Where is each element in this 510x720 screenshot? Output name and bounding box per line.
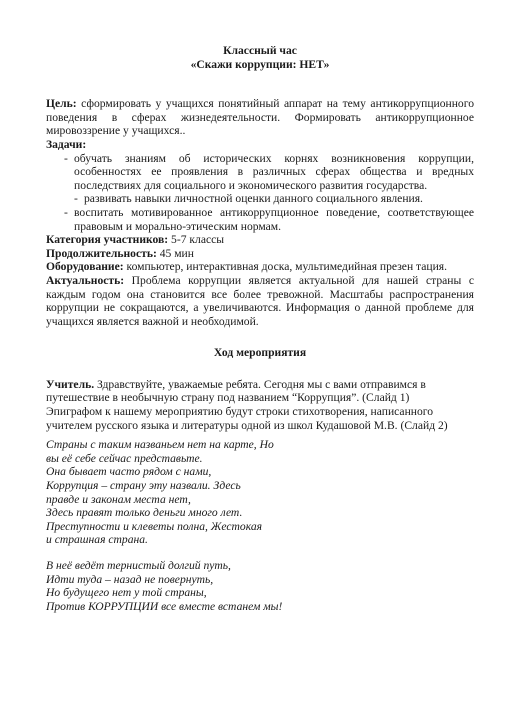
poem-line: Преступности и клеветы полна, Жестокая: [46, 519, 263, 533]
task-item: - обучать знаниям об исторических корнях возникновения коррупции, особенностях ее проявления в различных сферах общества и вредных последствиях для социального и экономического развития государства.: [64, 151, 474, 192]
poem: [46, 438, 474, 613]
poem-line: вы её себе сейчас представьте.: [46, 451, 203, 465]
section-title: Ход мероприятия: [213, 346, 307, 360]
poem-line: Идти туда – назад не повернуть,: [46, 572, 214, 586]
poem-line: и страшная страна.: [46, 533, 148, 547]
relevance-paragraph: Актуальность: Проблема коррупции является актуальной для нашей страны с каждым годом она становится все более тревожной. Масштабы распространения коррупции не сокращаются, а увеличиваются. Информация о данной проблеме для учащихся является важной и необходимой.: [46, 273, 474, 328]
participants-line: Категория участников: 5-7 классы: [46, 233, 225, 247]
goal-paragraph: [46, 97, 474, 138]
task-item: - развивать навыки личностной оценки данного социального явления.: [74, 192, 423, 206]
tasks-list: [46, 152, 474, 234]
poem-line: Здесь правят только деньги много лет.: [46, 506, 243, 520]
teacher-paragraph: Учитель. Здравствуйте, уважаемые ребята. Сегодня мы с вами отправимся в путешествие в необычную страну под названием “Коррупция”. (Слайд 1): [46, 377, 426, 405]
poem-line: Коррупция – страну эту назвали. Здесь: [46, 479, 241, 493]
epigraph-paragraph: Эпиграфом к нашему мероприятию будут строки стихотворения, написанного учителем русского языка и литературы одной из школ Кудашовой М.В. (Слайд 2): [46, 405, 448, 432]
poem-line: В неё ведёт тернистый долгий путь,: [46, 559, 231, 572]
goal-label: Цель:: [46, 97, 77, 111]
goal-text: сформировать у учащихся понятийный аппарат на тему антикоррупционного поведения в сферах жизнедеятельности. Формировать антикоррупционное мировоззрение у учащихся..: [46, 97, 474, 138]
poem-line: правде и законам места нет,: [46, 492, 191, 506]
stanza-gap: [46, 547, 474, 559]
equipment-line: Оборудование: компьютер, интерактивная доска, мультимедийная презен тация.: [46, 260, 448, 274]
duration-line: Продолжительность: 45 мин: [46, 246, 194, 260]
poem-line: Она бывает часто рядом с нами,: [46, 465, 212, 479]
task-item: - воспитать мотивированное антикоррупционное поведение, соответствующее правовым и морально-этическим нормам.: [64, 205, 474, 233]
document-title: Классный час: [223, 44, 297, 57]
tasks-label: Задачи:: [46, 137, 87, 151]
document-subtitle: «Скажи коррупции: НЕТ»: [190, 57, 330, 71]
poem-line: Против КОРРУПЦИИ все вместе встанем мы!: [46, 599, 283, 613]
poem-line: Страны с таким названьем нет на карте, Но: [46, 438, 274, 452]
poem-line: Но будущего нет у той страны,: [46, 586, 207, 600]
